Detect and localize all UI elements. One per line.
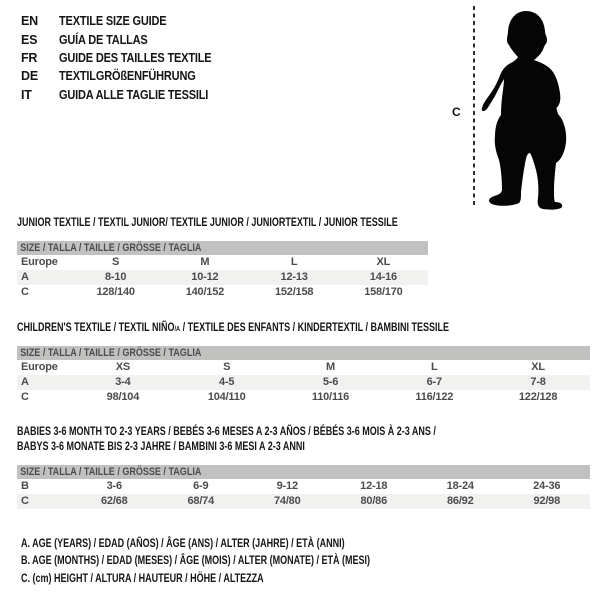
children-table-title <box>17 320 593 336</box>
size-header-text: SIZE / TALLA / TAILLE / GRÖSSE / TAGLIA <box>20 347 202 359</box>
table-row <box>17 375 590 390</box>
language-row-fr <box>21 49 232 67</box>
language-code: EN <box>21 14 38 29</box>
table-cell: L <box>431 361 438 373</box>
language-title: TEXTILGRÖßENFÜHRUNG <box>59 69 196 84</box>
note-a-text: A. AGE (YEARS) / EDAD (AÑOS) / ÂGE (ANS) / ALTER (JAHRE) / ETÀ (ANNI) <box>21 536 345 550</box>
size-header-band <box>17 241 428 255</box>
table-cell: 122/128 <box>518 391 558 403</box>
baby-silhouette-icon <box>479 2 589 215</box>
row-label: C <box>21 495 29 507</box>
table-cell: 5-6 <box>322 376 339 388</box>
babies-title-line-2: BABYS 3-6 MONATE BIS 2-3 JAHRE / BAMBINI 3-6 MESI A 2-3 ANNI <box>17 439 305 453</box>
table-cell: L <box>290 256 298 268</box>
language-title: GUIDA ALLE TAGLIE TESSILI <box>59 87 209 102</box>
table-cell: 10-12 <box>191 271 219 283</box>
children-table-title-text <box>17 320 449 336</box>
table-cell: 6-9 <box>193 480 209 492</box>
table-cell: 9-12 <box>276 480 298 492</box>
table-row <box>17 360 590 375</box>
children-size-table <box>17 346 590 405</box>
language-row-de <box>21 67 232 85</box>
table-cell: 98/104 <box>106 391 140 403</box>
table-cell: 74/80 <box>273 495 301 507</box>
table-cell: XL <box>376 256 391 268</box>
language-header <box>21 12 232 104</box>
size-header-band <box>17 465 590 479</box>
row-label: C <box>21 391 29 403</box>
title-pre: CHILDREN'S TEXTILE / TEXTIL NIÑO <box>17 320 175 334</box>
language-code: ES <box>21 32 38 47</box>
table-cell: M <box>326 361 335 373</box>
table-cell: 80/86 <box>360 495 388 507</box>
table-cell: 128/140 <box>96 286 135 298</box>
language-row-it <box>21 86 232 104</box>
legend-notes <box>21 535 486 587</box>
table-cell: 92/98 <box>533 495 561 507</box>
row-label: A <box>21 376 29 388</box>
language-row-es <box>21 30 232 48</box>
note-c-text: C. (cm) HEIGHT / ALTURA / HAUTEUR / HÖHE / ALTEZZA <box>21 570 264 585</box>
note-b-text: B. AGE (MONTHS) / EDAD (MESES) / ÂGE (MOIS) / ALTER (MONATE) / ETÀ (MESI) <box>21 553 370 568</box>
language-row-en <box>21 12 232 30</box>
table-cell: 116/122 <box>415 391 454 403</box>
table-cell: 12-13 <box>280 271 308 283</box>
table-cell: 62/68 <box>100 495 128 507</box>
table-cell: 86/92 <box>446 495 474 507</box>
note-c <box>21 570 486 587</box>
table-cell: S <box>223 361 231 373</box>
table-cell: 110/116 <box>311 391 350 403</box>
table-cell: 18-24 <box>446 480 474 492</box>
babies-table-title <box>17 424 576 454</box>
height-measure-label: C <box>452 105 461 119</box>
table-cell: 3-4 <box>115 376 131 388</box>
table-cell: 14-16 <box>369 271 397 283</box>
language-title: TEXTILE SIZE GUIDE <box>59 14 167 29</box>
table-cell: 3-6 <box>106 480 122 492</box>
babies-size-table <box>17 465 590 509</box>
table-cell: 152/158 <box>274 286 314 298</box>
table-row <box>17 255 428 270</box>
title-post: / TEXTILE DES ENFANTS / KINDERTEXTIL / BAMBINI TESSILE <box>180 320 449 334</box>
table-cell: S <box>112 256 120 268</box>
language-code: FR <box>21 50 38 65</box>
note-a <box>21 535 486 552</box>
table-cell: XS <box>115 361 131 373</box>
table-row <box>17 390 590 405</box>
language-title: GUÍA DE TALLAS <box>59 32 148 47</box>
table-cell: 8-10 <box>105 271 127 283</box>
babies-title-line-1: BABIES 3-6 MONTH TO 2-3 YEARS / BEBÉS 3-6 MESES A 2-3 AÑOS / BÉBÉS 3-6 MOIS À 2-3 ANS / <box>17 424 436 438</box>
language-title: GUIDE DES TAILLES TEXTILE <box>59 50 212 65</box>
row-label: Europe <box>21 256 58 268</box>
row-label: Europe <box>21 361 58 373</box>
table-row <box>17 494 590 509</box>
table-row <box>17 285 428 300</box>
note-b <box>21 552 486 569</box>
table-row <box>17 270 428 285</box>
row-label: A <box>21 271 29 283</box>
table-cell: 68/74 <box>187 495 215 507</box>
table-cell: 24-36 <box>533 480 561 492</box>
table-cell: 158/170 <box>364 286 403 298</box>
junior-table-title-text: JUNIOR TEXTILE / TEXTIL JUNIOR/ TEXTILE JUNIOR / JUNIORTEXTIL / JUNIOR TESSILE <box>17 215 398 229</box>
table-cell: 7-8 <box>530 376 546 388</box>
row-label: C <box>21 286 29 298</box>
table-cell: 6-7 <box>426 376 442 388</box>
table-cell: 104/110 <box>207 391 246 403</box>
table-cell: 12-18 <box>360 480 388 492</box>
table-cell: XL <box>531 361 545 373</box>
junior-table-title <box>17 215 525 230</box>
size-header-band <box>17 346 590 360</box>
size-header-text: SIZE / TALLA / TAILLE / GRÖSSE / TAGLIA <box>20 466 202 478</box>
table-cell: 140/152 <box>185 286 225 298</box>
junior-size-table <box>17 241 428 300</box>
language-code: DE <box>21 69 38 84</box>
height-measure-dashed-line <box>473 6 475 207</box>
table-cell: 4-5 <box>219 376 235 388</box>
row-label: B <box>21 480 29 492</box>
size-header-text: SIZE / TALLA / TAILLE / GRÖSSE / TAGLIA <box>20 242 202 254</box>
table-row <box>17 479 590 494</box>
language-code: IT <box>21 87 32 102</box>
title-subscript: /A <box>174 324 181 333</box>
table-cell: M <box>200 256 210 268</box>
